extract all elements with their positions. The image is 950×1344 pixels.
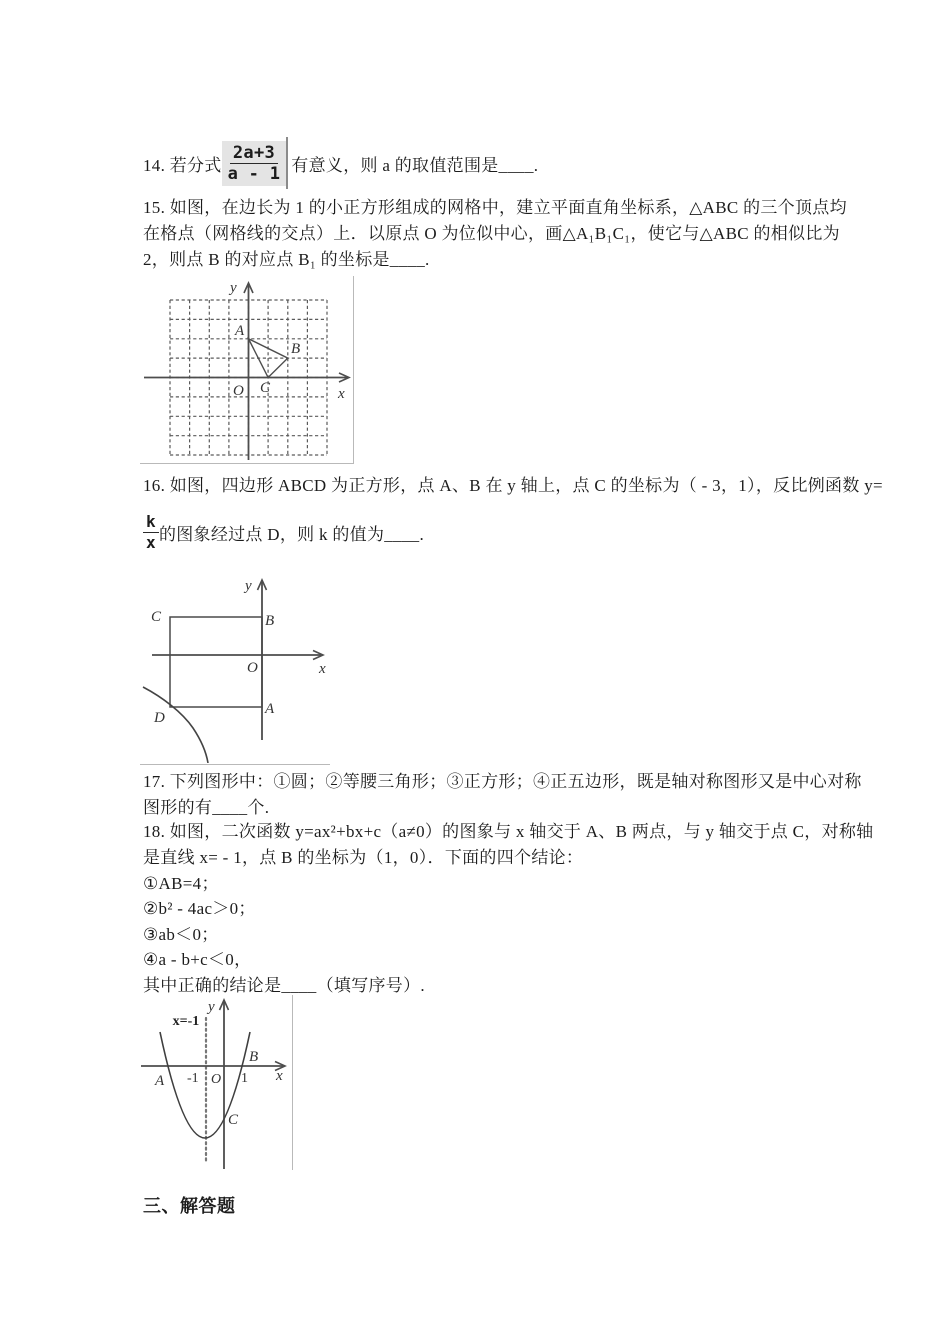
fig1-point-a-label: A (235, 323, 245, 339)
fig3-y-label: y (208, 999, 215, 1015)
fig1-point-c-label: C (260, 380, 271, 396)
q16-suffix: 的图象经过点 D，则 k 的值为____. (158, 524, 425, 544)
question-18-conclusion: 其中正确的结论是____（填写序号）. (143, 976, 425, 995)
question-16-line-1: 16. 如图，四边形 ABCD 为正方形，点 A、B 在 y 轴上，点 C 的坐标为（ - 3，1），反比例函数 y= (143, 476, 883, 495)
fig3-x-label: x (276, 1068, 283, 1084)
question-18-line-2: 是直线 x= - 1，点 B 的坐标为（1，0）．下面的四个结论： (143, 848, 584, 867)
question-15-line-1: 15. 如图，在边长为 1 的小正方形组成的网格中，建立平面直角坐标系，△ABC 的三个顶点均 (143, 198, 847, 217)
fig2-point-d-label: D (154, 710, 165, 726)
question-18-item-1: ①AB=4； (143, 874, 219, 893)
section-3-heading: 三、解答题 (143, 1196, 236, 1216)
question-18-item-4: ④a - b+c＜0， (143, 950, 252, 969)
question-16-line-2 (143, 505, 424, 559)
q14-prefix: 14. 若分式 (143, 155, 222, 175)
q15-grid-svg (140, 276, 353, 462)
fig2-y-label: y (245, 578, 252, 594)
q14-frac-numerator: 2a+3 (230, 143, 278, 164)
fig3-point-b-label: B (249, 1049, 259, 1065)
figure-q18-parabola-plot (135, 995, 293, 1170)
q16-square-svg (140, 575, 330, 763)
fig2-point-b-label: B (265, 613, 275, 629)
q16-frac-denominator: x (146, 532, 156, 552)
question-18-item-3: ③ab＜0； (143, 925, 219, 944)
fig2-point-c-label: C (151, 609, 162, 625)
question-18-line-1: 18. 如图，二次函数 y=ax²+bx+c（a≠0）的图象与 x 轴交于 A、B 两点，与 y 轴交于点 C，对称轴 (143, 822, 874, 841)
hyperbola-curve (143, 687, 208, 763)
q14-fraction (222, 141, 287, 186)
question-17-line-1: 17. 下列图形中：①圆；②等腰三角形；③正方形；④正五边形，既是轴对称图形又是中心对称 (143, 772, 862, 791)
question-17-line-2: 图形的有____个. (143, 798, 270, 817)
fig3-tick-pos1: 1 (241, 1071, 248, 1086)
fig3-tick-neg1: -1 (187, 1071, 199, 1086)
fig3-symmetry-axis-label: x=-1 (172, 1014, 200, 1029)
question-15-line-2: 在格点（网格线的交点）上．以原点 O 为位似中心，画△A₁B₁C₁，使它与△ABC 的相似比为 (143, 224, 840, 243)
fig1-y-label: y (230, 280, 237, 296)
question-15-line-3: 2，则点 B 的对应点 B₁ 的坐标是____. (143, 250, 430, 269)
q18-parabola-svg (135, 995, 291, 1170)
fig2-x-label: x (319, 661, 326, 677)
fig2-origin-label: O (247, 660, 258, 676)
q16-frac-numerator: k (143, 512, 159, 533)
question-18-item-2: ②b² - 4ac＞0； (143, 899, 256, 918)
fig1-origin-label: O (233, 383, 244, 399)
scan-artifact-line (286, 137, 288, 189)
figure-q15-grid-plot (140, 276, 354, 464)
q14-frac-denominator: a - 1 (227, 163, 281, 184)
fig2-point-a-label: A (265, 701, 275, 717)
figure-q16-square-plot (140, 575, 330, 765)
fig3-origin-label: O (211, 1072, 222, 1087)
fig1-x-label: x (338, 386, 345, 402)
fig1-point-b-label: B (291, 341, 301, 357)
q14-suffix: 有意义，则 a 的取值范围是____. (291, 155, 539, 175)
fig3-point-a-label: A (155, 1073, 165, 1089)
q16-fraction (143, 512, 159, 553)
fig3-point-c-label: C (228, 1112, 239, 1128)
question-14 (143, 136, 538, 190)
